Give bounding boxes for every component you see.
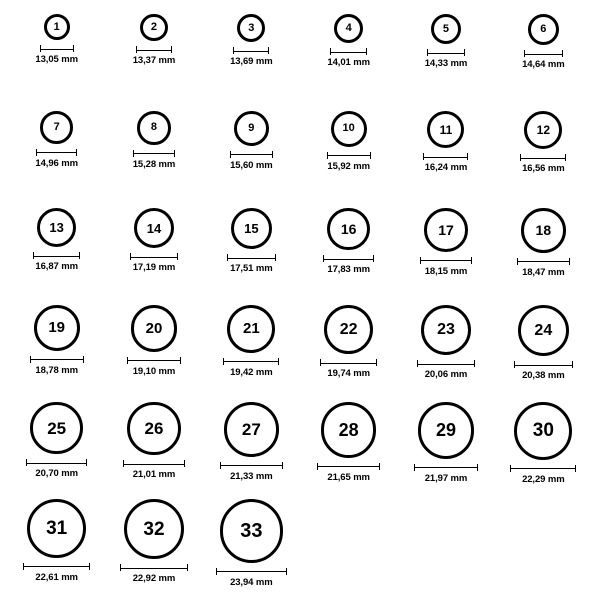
ring-measure bbox=[317, 463, 381, 483]
ring-diameter-label: 16,56 mm bbox=[522, 163, 565, 175]
caliper-icon bbox=[26, 459, 86, 466]
ring-diameter-label: 22,61 mm bbox=[35, 571, 78, 583]
ring-size-label: 9 bbox=[248, 121, 255, 134]
ring-measure bbox=[26, 459, 86, 479]
ring-measure bbox=[510, 465, 576, 485]
ring-size-grid bbox=[8, 14, 592, 596]
ring-measure bbox=[327, 152, 371, 172]
ring-size-label: 25 bbox=[47, 418, 67, 438]
ring-size-label: 31 bbox=[46, 517, 68, 539]
ring-circle bbox=[40, 111, 73, 144]
ring-size-label: 16 bbox=[340, 221, 357, 238]
caliper-icon bbox=[33, 252, 80, 259]
ring-circle bbox=[518, 305, 569, 356]
ring-diameter-label: 15,60 mm bbox=[230, 159, 273, 171]
ring-diameter-label: 21,65 mm bbox=[327, 471, 370, 483]
ring-size-label: 1 bbox=[53, 20, 60, 33]
ring-size-label: 21 bbox=[242, 320, 260, 338]
ring-size-label: 14 bbox=[146, 220, 162, 236]
ring-diameter-label: 14,33 mm bbox=[424, 58, 468, 70]
ring-size-label: 4 bbox=[345, 22, 352, 35]
ring-circle bbox=[327, 208, 369, 250]
ring-measure bbox=[216, 568, 288, 588]
ring-size-cell bbox=[300, 402, 397, 499]
ring-measure bbox=[417, 360, 475, 380]
ring-circle bbox=[44, 14, 70, 40]
ring-size-label: 11 bbox=[439, 122, 453, 137]
ring-measure bbox=[320, 359, 377, 379]
ring-diameter-label: 18,47 mm bbox=[522, 266, 565, 278]
caliper-icon bbox=[414, 464, 479, 471]
ring-diameter-label: 17,51 mm bbox=[230, 263, 273, 275]
ring-size-label: 2 bbox=[150, 21, 158, 34]
ring-diameter-label: 21,33 mm bbox=[230, 470, 273, 482]
ring-diameter-label: 20,06 mm bbox=[424, 369, 468, 381]
caliper-icon bbox=[420, 257, 472, 264]
caliper-icon bbox=[417, 360, 475, 367]
caliper-icon bbox=[230, 151, 273, 158]
ring-size-cell bbox=[300, 305, 397, 402]
ring-measure bbox=[420, 257, 472, 277]
ring-measure bbox=[133, 46, 176, 66]
ring-measure bbox=[23, 563, 90, 583]
ring-diameter-label: 18,15 mm bbox=[424, 265, 468, 277]
ring-size-label: 12 bbox=[536, 123, 550, 138]
ring-measure bbox=[522, 50, 565, 70]
ring-size-cell bbox=[495, 14, 592, 111]
ring-size-label: 15 bbox=[244, 221, 259, 237]
caliper-icon bbox=[317, 463, 381, 470]
ring-measure bbox=[120, 564, 188, 584]
ring-size-label: 26 bbox=[144, 419, 164, 439]
ring-size-cell bbox=[105, 14, 202, 111]
caliper-icon bbox=[223, 358, 279, 365]
ring-diameter-label: 19,74 mm bbox=[327, 368, 370, 380]
ring-size-label: 5 bbox=[442, 22, 450, 35]
ring-size-cell bbox=[105, 305, 202, 402]
ring-measure bbox=[230, 47, 273, 67]
ring-size-cell bbox=[300, 14, 397, 111]
ring-circle bbox=[27, 499, 86, 558]
ring-measure bbox=[33, 252, 80, 272]
ring-diameter-label: 13,37 mm bbox=[132, 55, 176, 67]
ring-circle bbox=[127, 402, 180, 455]
ring-measure bbox=[133, 150, 176, 170]
ring-circle bbox=[137, 111, 171, 145]
ring-size-label: 7 bbox=[53, 120, 60, 133]
ring-measure bbox=[327, 48, 370, 68]
ring-size-cell bbox=[105, 111, 202, 208]
ring-diameter-label: 19,10 mm bbox=[132, 365, 176, 377]
ring-diameter-label: 15,28 mm bbox=[132, 158, 176, 170]
caliper-icon bbox=[327, 152, 371, 159]
ring-measure bbox=[414, 464, 479, 484]
ring-size-cell bbox=[397, 208, 494, 305]
ring-measure bbox=[520, 154, 566, 174]
ring-size-cell bbox=[495, 305, 592, 402]
ring-circle bbox=[324, 305, 373, 354]
ring-diameter-label: 16,87 mm bbox=[35, 261, 78, 273]
ring-diameter-label: 22,92 mm bbox=[132, 573, 176, 585]
caliper-icon bbox=[136, 46, 171, 53]
ring-size-cell bbox=[203, 499, 300, 596]
ring-circle bbox=[431, 14, 461, 44]
ring-size-cell bbox=[300, 111, 397, 208]
ring-size-cell bbox=[203, 305, 300, 402]
ring-diameter-label: 18,78 mm bbox=[35, 364, 78, 376]
ring-size-label: 18 bbox=[535, 222, 552, 239]
ring-size-cell bbox=[105, 499, 202, 596]
caliper-icon bbox=[133, 150, 175, 157]
ring-size-label: 33 bbox=[240, 519, 263, 542]
ring-measure bbox=[323, 255, 373, 275]
ring-size-cell bbox=[397, 305, 494, 402]
ring-diameter-label: 19,42 mm bbox=[230, 366, 273, 378]
caliper-icon bbox=[510, 465, 576, 472]
ring-size-cell bbox=[105, 208, 202, 305]
ring-size-label: 3 bbox=[248, 21, 255, 34]
ring-circle bbox=[224, 402, 279, 457]
ring-diameter-label: 14,01 mm bbox=[327, 57, 370, 69]
ring-diameter-label: 17,19 mm bbox=[132, 262, 176, 274]
caliper-icon bbox=[123, 460, 184, 467]
ring-size-label: 24 bbox=[534, 321, 553, 339]
ring-size-cell bbox=[397, 111, 494, 208]
caliper-icon bbox=[120, 564, 188, 571]
caliper-icon bbox=[514, 361, 573, 368]
caliper-icon bbox=[127, 357, 182, 364]
ring-circle bbox=[140, 14, 167, 41]
ring-size-label: 32 bbox=[143, 518, 165, 540]
ring-size-cell bbox=[203, 111, 300, 208]
caliper-icon bbox=[233, 47, 269, 54]
ring-circle bbox=[237, 14, 265, 42]
ring-measure bbox=[223, 358, 279, 378]
ring-size-label: 27 bbox=[241, 419, 261, 439]
ring-size-cell bbox=[8, 499, 105, 596]
ring-size-cell bbox=[8, 14, 105, 111]
ring-diameter-label: 15,92 mm bbox=[327, 160, 370, 172]
caliper-icon bbox=[517, 258, 570, 265]
caliper-icon bbox=[520, 154, 566, 161]
ring-diameter-label: 23,94 mm bbox=[230, 576, 273, 588]
ring-diameter-label: 21,01 mm bbox=[132, 469, 176, 481]
ring-circle bbox=[227, 305, 275, 353]
ring-size-label: 30 bbox=[532, 420, 554, 442]
ring-circle bbox=[234, 111, 269, 146]
ring-size-label: 22 bbox=[339, 320, 358, 338]
ring-circle bbox=[37, 208, 76, 247]
caliper-icon bbox=[220, 462, 283, 469]
ring-measure bbox=[230, 151, 273, 171]
ring-size-cell bbox=[8, 208, 105, 305]
caliper-icon bbox=[130, 253, 178, 260]
ring-diameter-label: 13,69 mm bbox=[230, 56, 273, 68]
ring-size-label: 19 bbox=[48, 319, 65, 337]
caliper-icon bbox=[216, 568, 288, 575]
ring-size-cell bbox=[397, 402, 494, 499]
ring-size-label: 28 bbox=[338, 419, 359, 440]
ring-size-cell bbox=[8, 111, 105, 208]
ring-diameter-label: 17,83 mm bbox=[327, 264, 370, 276]
ring-circle bbox=[427, 111, 464, 148]
ring-size-cell bbox=[495, 208, 592, 305]
ring-diameter-label: 20,38 mm bbox=[522, 370, 565, 382]
ring-measure bbox=[227, 254, 276, 274]
ring-circle bbox=[331, 111, 367, 147]
ring-measure bbox=[425, 49, 468, 69]
caliper-icon bbox=[427, 49, 465, 56]
ring-diameter-label: 13,05 mm bbox=[35, 54, 78, 65]
ring-circle bbox=[521, 208, 566, 253]
ring-circle bbox=[528, 14, 559, 45]
ring-size-cell bbox=[203, 208, 300, 305]
ring-measure bbox=[35, 45, 78, 65]
ring-size-label: 29 bbox=[435, 420, 456, 441]
ring-circle bbox=[334, 14, 363, 43]
caliper-icon bbox=[524, 50, 563, 57]
ring-size-label: 13 bbox=[49, 220, 64, 236]
ring-diameter-label: 14,64 mm bbox=[522, 59, 565, 71]
ring-circle bbox=[220, 499, 284, 563]
ring-diameter-label: 22,29 mm bbox=[522, 473, 565, 485]
ring-circle bbox=[231, 208, 272, 249]
ring-circle bbox=[514, 402, 572, 460]
ring-circle bbox=[34, 305, 80, 351]
ring-circle bbox=[421, 305, 471, 355]
ring-diameter-label: 16,24 mm bbox=[424, 162, 468, 173]
ring-circle bbox=[30, 402, 82, 454]
caliper-icon bbox=[320, 359, 377, 366]
ring-measure bbox=[127, 357, 182, 377]
ring-circle bbox=[321, 402, 377, 458]
ring-circle bbox=[134, 208, 174, 248]
ring-size-cell bbox=[300, 208, 397, 305]
ring-size-cell bbox=[8, 402, 105, 499]
caliper-icon bbox=[40, 45, 74, 52]
ring-diameter-label: 21,97 mm bbox=[424, 472, 468, 484]
ring-diameter-label: 20,70 mm bbox=[35, 468, 78, 480]
ring-size-cell bbox=[203, 402, 300, 499]
ring-size-label: 20 bbox=[145, 319, 163, 337]
ring-size-cell bbox=[495, 111, 592, 208]
ring-diameter-label: 14,96 mm bbox=[35, 157, 78, 169]
ring-size-label: 23 bbox=[437, 321, 455, 339]
ring-size-cell bbox=[8, 305, 105, 402]
ring-measure bbox=[517, 258, 570, 278]
caliper-icon bbox=[36, 149, 77, 156]
ring-size-cell bbox=[397, 14, 494, 111]
ring-circle bbox=[424, 208, 468, 252]
ring-circle bbox=[131, 305, 178, 352]
caliper-icon bbox=[227, 254, 276, 261]
ring-measure bbox=[423, 153, 468, 173]
caliper-icon bbox=[30, 356, 84, 363]
ring-circle bbox=[418, 402, 475, 459]
ring-size-cell bbox=[105, 402, 202, 499]
ring-measure bbox=[130, 253, 178, 273]
ring-size-cell bbox=[203, 14, 300, 111]
ring-size-cell bbox=[495, 402, 592, 499]
caliper-icon bbox=[330, 48, 367, 55]
ring-size-label: 17 bbox=[438, 221, 454, 238]
caliper-icon bbox=[323, 255, 373, 262]
ring-measure bbox=[220, 462, 283, 482]
caliper-icon bbox=[23, 563, 90, 570]
ring-size-label: 8 bbox=[150, 121, 158, 134]
caliper-icon bbox=[423, 153, 468, 160]
ring-circle bbox=[524, 111, 562, 149]
ring-measure bbox=[35, 149, 78, 169]
ring-size-label: 6 bbox=[540, 23, 547, 36]
ring-circle bbox=[124, 499, 184, 559]
ring-measure bbox=[514, 361, 573, 381]
ring-measure bbox=[123, 460, 184, 480]
ring-size-label: 10 bbox=[342, 122, 355, 135]
ring-measure bbox=[30, 356, 84, 376]
